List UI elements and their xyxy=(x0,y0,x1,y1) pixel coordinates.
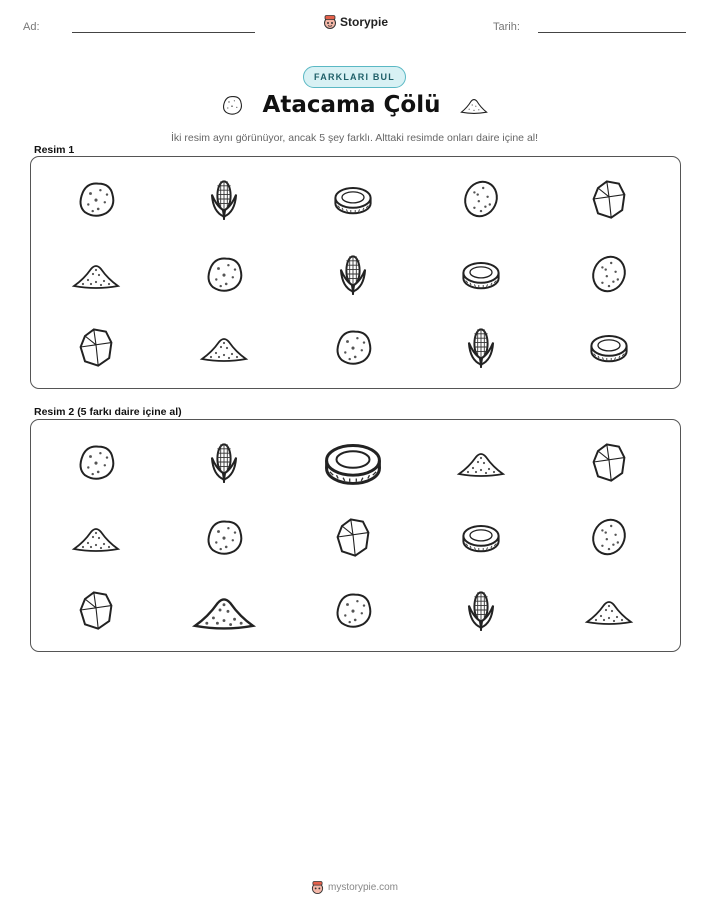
activity-badge: FARKLARI BUL xyxy=(303,66,406,88)
rock-icon[interactable] xyxy=(331,588,375,637)
sand-pile-icon xyxy=(71,249,121,304)
brand-name: Storypie xyxy=(340,15,389,29)
corn-icon[interactable] xyxy=(202,440,246,489)
storypie-mascot-icon xyxy=(311,880,324,895)
name-line[interactable] xyxy=(72,32,255,33)
date-label: Tarih: xyxy=(493,21,520,33)
crystal-icon xyxy=(74,325,118,374)
corn-icon xyxy=(202,177,246,226)
rock-icon xyxy=(219,93,245,117)
sand-pile-icon xyxy=(458,93,490,117)
picture2-panel[interactable] xyxy=(30,419,681,652)
potato-icon xyxy=(587,252,631,301)
coin-icon[interactable] xyxy=(320,429,386,500)
crystal-icon xyxy=(587,177,631,226)
rock-icon xyxy=(331,325,375,374)
brand-logo xyxy=(323,14,388,30)
footer-site: mystorypie.com xyxy=(327,882,398,893)
potato-icon xyxy=(459,177,503,226)
footer xyxy=(311,880,398,895)
sand-pile-icon[interactable] xyxy=(71,512,121,567)
rock-icon[interactable] xyxy=(202,515,246,564)
page-title: Atacama Çölü xyxy=(262,92,441,118)
corn-icon[interactable] xyxy=(459,588,503,637)
rock-icon[interactable] xyxy=(74,440,118,489)
sand-pile-icon[interactable] xyxy=(584,585,634,640)
picture2-label: Resim 2 (5 farkı daire içine al) xyxy=(34,406,182,418)
instructions: İki resim aynı görünüyor, ancak 5 şey farklı. Alttaki resimde onları daire içine al! xyxy=(170,132,539,144)
sand-pile-icon xyxy=(199,322,249,377)
crystal-icon[interactable] xyxy=(331,515,375,564)
picture1-label: Resim 1 xyxy=(34,144,75,156)
coin-icon xyxy=(587,325,631,374)
corn-icon xyxy=(331,252,375,301)
coin-icon[interactable] xyxy=(459,515,503,564)
sand-pile-icon[interactable] xyxy=(191,577,257,648)
crystal-icon[interactable] xyxy=(74,588,118,637)
date-line[interactable] xyxy=(538,32,686,33)
picture1-panel xyxy=(30,156,681,389)
coin-icon xyxy=(331,177,375,226)
crystal-icon[interactable] xyxy=(587,440,631,489)
rock-icon xyxy=(74,177,118,226)
rock-icon xyxy=(202,252,246,301)
potato-icon[interactable] xyxy=(587,515,631,564)
sand-pile-icon[interactable] xyxy=(456,437,506,492)
corn-icon xyxy=(459,325,503,374)
coin-icon xyxy=(459,252,503,301)
storypie-mascot-icon xyxy=(323,14,337,30)
name-label: Ad: xyxy=(23,21,40,33)
